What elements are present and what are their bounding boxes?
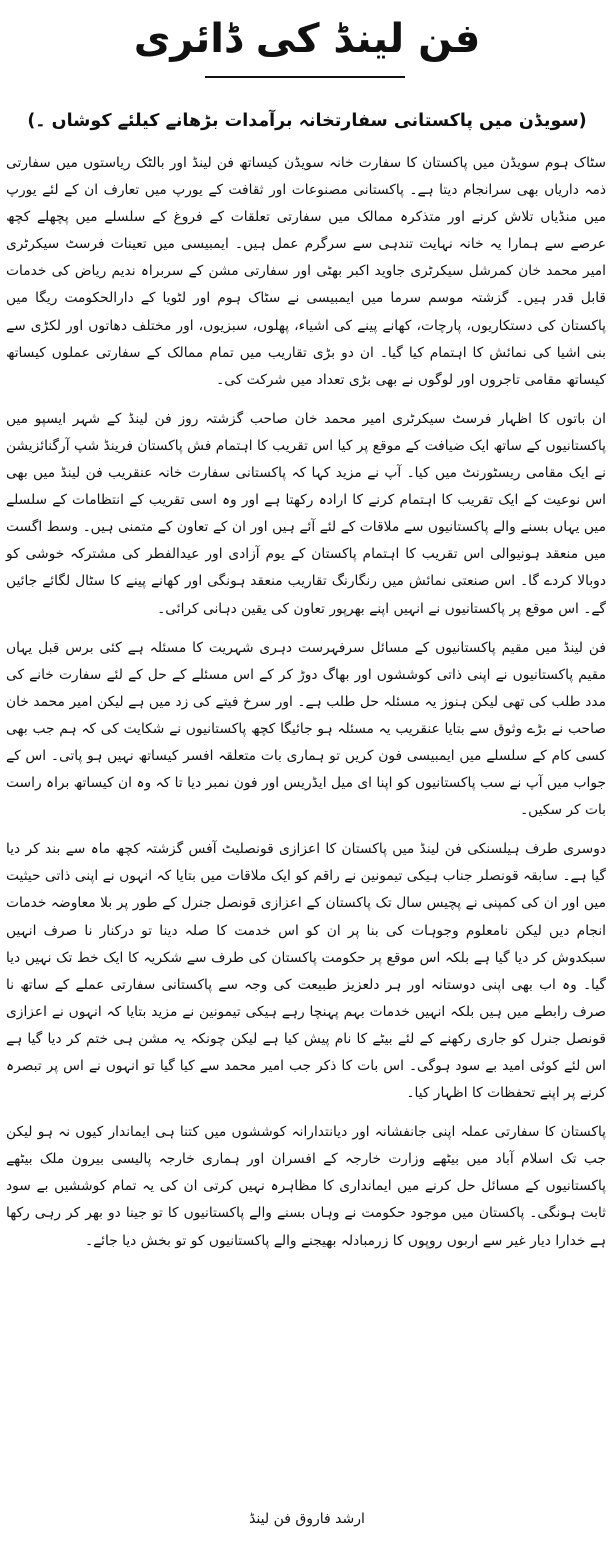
paragraph-1: سٹاک ہوم سویڈن میں پاکستان کا سفارت خانہ سویڈن کیساتھ فن لینڈ اور بالٹک ریاستوں میں سفارتی ذمہ داریاں بھی سرانجام دیتا ہے۔ پاکستانی مصنوعات اور ثقافت کے یورپ میں تعارف ان کے لئے یورپ میں منڈیاں تلاش کرنے اور متذکرہ ممالک میں سفارتی تعلقات کے فروغ کے سلسلے میں پچھلے کچھ عرصے سے ہمارا یہ خانہ نہایت تندہی سے سرگرم عمل ہیں۔ ایمبیسی میں تعینات فرسٹ سیکرٹری امیر محمد خان کمرشل سیکرٹری جاوید اکبر بھٹی اور سفارتی مشن کے سربراہ ندیم ریاض کی خدمات قابل قدر ہیں۔ گزشتہ موسم سرما میں ایمبیسی نے سٹاک ہوم اور لٹویا کے دارالحکومت ریگا میں پاکستان کی دستکاریوں، پارچات، کھانے پینے کی اشیاء، پھلوں، سبزیوں، اور مختلف دھاتوں اور لکڑی سے بنی اشیا کی نمائش کا اہتمام کیا گیا۔ ان دو بڑی تقاریب میں تمام ممالک کے سفارتی عملوں کیساتھ کیساتھ مقامی تاجروں اور لوگوں نے بھی بڑی تعداد میں شرکت کی۔ <box>6 155 606 388</box>
byline: ارشد فاروق فن لینڈ <box>249 1511 365 1527</box>
paragraph-4: دوسری طرف ہیلسنکی فن لینڈ میں پاکستان کا اعزازی قونصلیٹ آفس گزشتہ کچھ ماہ سے بند کر دیا گیا ہے۔ سابقہ قونصلر جناب ہیکی تیمونین نے راقم کو ایک ملاقات میں بتایا کہ انہوں نے اپنی ذاتی حیثیت میں اور ان کی کمپنی نے پچیس سال تک پاکستان کے اعزازی قونصل جنرل کے طور پر بلا معاوضہ خدمات انجام دیں لیکن نامعلوم وجوہات کی بنا پر ان کو اس خدمت کا صلہ دینا تو درکنار نا صرف انہیں سبکدوش کر دیا گیا ہے بلکہ اس موقع پر حکومت پاکستان کی طرف سے شکریہ کا ایک خط تک نہیں دیا گیا۔ وہ اب بھی اپنی دوستانہ اور ہر دلعزیز طبیعت کی وجہ سے پاکستانی سفارتی عملے کے ساتھ نا صرف رابطے میں ہیں بلکہ انہیں خدمات بہم پہنچا رہے ہیکی تیمونین نے مزید بتایا کہ انہوں نے اعزازی قونصل جنرل کو جاری رکھنے کے لئے بیٹے کا نام پیش کیا ہے لیکن چونکہ یہ مشن ہی ختم کر دیا گیا ہے اس لئے کوئی امید بے سود ہوگی۔ اس بات کا ذکر جب امیر محمد سے کیا گیا تو انہوں نے اس پر تبصرہ کرنے پر اپنے تحفظات کا اظہار کیا۔ <box>6 841 606 1102</box>
paragraph-2: ان باتوں کا اظہار فرسٹ سیکرٹری امیر محمد خان صاحب گزشتہ روز فن لینڈ کے شہر ایسپو میں پاکستانیوں کے ساتھ ایک ضیافت کے موقع پر کیا اس تقریب کا اہتمام فش پاکستان فرینڈ شپ آرگنائزیشن نے ایک مقامی ریسٹورنٹ میں کیا۔ آپ نے مزید کہا کہ پاکستانی سفارت خانہ عنقریب فن لینڈ میں بھی اس نوعیت کے ایک تقریب کا اہتمام کرنے کا ارادہ رکھتا ہے اور وہ اسی تقریب کے انتظامات کے سلسلے میں یہاں بسنے والے پاکستانیوں سے ملاقات کے لئے آئے ہیں اور ان کے تعاون کے متمنی ہیں۔ وسط اگست میں منعقد ہونیوالی اس تقریب کا اہتمام پاکستان کے یوم آزادی اور عیدالفطر کی مشترکہ خوشی کو دوبالا کردے گا۔ اس صنعتی نمائش میں رنگارنگ تقاریب منعقد ہونگی اور کھانے پینے کا سٹال لگائے جائیں گے۔ اس موقع پر پاکستانیوں نے انہیں اپنے بھرپور تعاون کی یقین دہانی کرائی۔ <box>6 410 606 617</box>
article-body <box>6 150 606 1267</box>
headline-underline <box>205 76 405 78</box>
paragraph-5: پاکستان کا سفارتی عملہ اپنی جانفشانہ اور دیانتدارانہ کوششوں میں کتنا ہی ایماندار کیوں نہ ہو لیکن جب تک اسلام آباد میں بیٹھے وزارت خارجہ کے افسران اور ہماری خارجہ پالیسی بیرون ملک بیٹھے پاکستانیوں کے مسائل حل کرنے میں ایمانداری کا مظاہرہ نہیں کرتی ان کی یہ تمام کوششیں بے سود ثابت ہونگی۔ پاکستان میں موجود حکومت نے وہاں بسنے والے پاکستانیوں کا تو جینا دو بھر کر رہی رکھا ہے خدارا دیار غیر سے اربوں روپوں کا زرمبادلہ بھیجنے والے پاکستانیوں کو تو بخش دیا جائے۔ <box>6 1124 606 1249</box>
subheadline: (سویڈن میں پاکستانی سفارتخانہ برآمدات بڑھانے کیلئے کوشاں ۔) <box>27 111 587 131</box>
paragraph-3: فن لینڈ میں مقیم پاکستانیوں کے مسائل سرفہرست دہری شہریت کا مسئلہ ہے کئی برس قبل یہاں مقیم پاکستانیوں نے اپنی ذاتی کوششوں اور بھاگ دوڑ کر کے اس مسئلے کے حل کے لئے سفارت خانے کی مدد طلب کی تھی لیکن ہنوز یہ مسئلہ حل طلب ہے۔ اور سرخ فیتے کی زد میں ہے لیکن امیر محمد خان صاحب نے بڑے وثوق سے بتایا عنقریب یہ مسئلہ ہو جائیگا کچھ پاکستانیوں نے شکایت کی کہ ہم جب بھی کسی کام کے سلسلے میں ایمبیسی فون کریں تو ہماری بات متعلقہ افسر کیساتھ نہیں ہو پاتی۔ اس کے جواب میں آپ نے سب پاکستانیوں کو اپنا ای میل ایڈریس اور فون نمبر دیا تا کہ وہ ان کیساتھ براہ راست بات کر سکیں۔ <box>6 639 606 819</box>
headline: فن لینڈ کی ڈائری <box>133 16 481 62</box>
